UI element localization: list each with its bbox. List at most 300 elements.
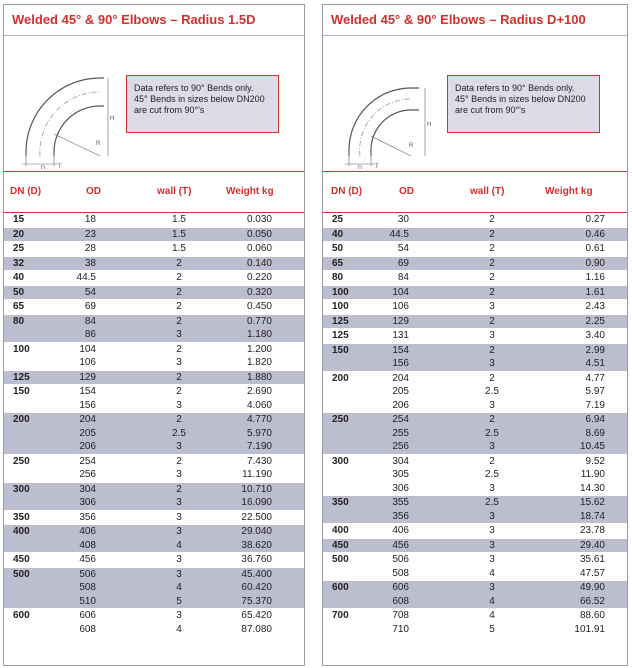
table-row-group — [4, 257, 304, 272]
weight-cell: 11.90 — [580, 469, 605, 480]
table-row-group — [323, 609, 627, 637]
weight-cell: 65.420 — [241, 610, 272, 621]
table-row — [323, 482, 627, 496]
wall-cell: 3 — [176, 610, 182, 621]
dn-cell: 350 — [332, 497, 349, 508]
od-cell: 206 — [79, 441, 96, 452]
table-row-group — [323, 496, 627, 524]
header-od: OD — [86, 186, 101, 197]
data-table — [4, 213, 304, 637]
weight-cell: 87.080 — [241, 623, 272, 635]
od-cell: 510 — [79, 595, 96, 607]
weight-cell: 0.46 — [585, 228, 605, 240]
od-cell: 506 — [392, 554, 409, 565]
weight-cell: 6.94 — [585, 414, 605, 425]
od-cell: 608 — [79, 623, 96, 635]
table-row — [4, 455, 304, 469]
od-cell: 44.5 — [389, 228, 409, 240]
table-row-group — [4, 413, 304, 455]
table-row — [4, 581, 304, 595]
dim-d-label: D — [358, 166, 363, 169]
dn-cell: 500 — [13, 568, 30, 580]
table-row-group — [323, 344, 627, 372]
table-row-group — [4, 286, 304, 301]
weight-cell: 22.500 — [241, 511, 272, 523]
od-cell: 154 — [392, 344, 409, 356]
table-header — [4, 171, 304, 213]
dn-cell: 700 — [332, 610, 349, 621]
wall-cell: 3 — [176, 511, 182, 523]
weight-cell: 10.710 — [241, 483, 272, 495]
table-row — [4, 228, 304, 242]
table-row — [323, 595, 627, 609]
dim-t-label: T — [375, 164, 379, 169]
table-row — [4, 413, 304, 427]
od-cell: 254 — [392, 414, 409, 425]
table-row — [323, 286, 627, 300]
dn-cell: 300 — [332, 455, 349, 467]
wall-cell: 2.5 — [485, 386, 499, 397]
figure-area — [4, 36, 304, 171]
table-row — [323, 213, 627, 227]
weight-cell: 1.880 — [246, 371, 272, 383]
table-row-group — [323, 524, 627, 539]
elbows-1-5d-panel — [3, 4, 305, 666]
weight-cell: 3.40 — [585, 330, 605, 341]
table-row-group — [323, 539, 627, 554]
wall-cell: 3 — [176, 469, 182, 480]
wall-cell: 1.5 — [172, 243, 186, 254]
table-row-group — [323, 315, 627, 330]
wall-cell: 2.5 — [485, 427, 499, 439]
weight-cell: 29.040 — [241, 526, 272, 537]
table-row-group — [4, 228, 304, 243]
od-cell: 129 — [79, 371, 96, 383]
weight-cell: 5.97 — [585, 386, 605, 397]
table-row — [323, 228, 627, 242]
dn-cell: 80 — [13, 315, 25, 327]
wall-cell: 3 — [176, 329, 182, 340]
panel-title: Welded 45° & 90° Elbows – Radius 1.5D — [4, 5, 304, 36]
dim-r-label: R — [96, 141, 101, 147]
weight-cell: 47.57 — [579, 567, 605, 579]
table-row — [4, 440, 304, 454]
dn-cell: 65 — [332, 257, 344, 269]
od-cell: 355 — [392, 497, 409, 508]
table-row — [323, 271, 627, 285]
table-row — [4, 343, 304, 357]
od-cell: 456 — [392, 539, 409, 551]
wall-cell: 2 — [489, 344, 495, 356]
table-row — [4, 271, 304, 285]
elbows-d-plus-100-panel — [322, 4, 628, 666]
wall-cell: 2 — [489, 414, 495, 425]
weight-cell: 2.99 — [585, 344, 605, 356]
figure-area — [323, 36, 627, 171]
table-row-group — [323, 271, 627, 286]
dn-cell: 100 — [332, 301, 349, 312]
header-dn: DN (D) — [331, 186, 363, 197]
od-cell: 256 — [79, 469, 96, 480]
table-row-group — [323, 455, 627, 497]
weight-cell: 0.61 — [585, 243, 605, 254]
table-row-group — [4, 511, 304, 526]
note-box — [447, 75, 600, 133]
od-cell: 69 — [397, 257, 409, 269]
dn-cell: 50 — [13, 286, 25, 298]
dn-cell: 40 — [13, 272, 25, 283]
elbow-diagram — [327, 44, 439, 169]
od-cell: 106 — [79, 357, 96, 368]
table-row-group — [4, 242, 304, 257]
note-line: are cut from 90°'s — [455, 105, 526, 115]
od-cell: 18 — [84, 214, 96, 225]
wall-cell: 2 — [489, 257, 495, 269]
wall-cell: 2 — [489, 272, 495, 283]
weight-cell: 1.61 — [585, 286, 605, 298]
weight-cell: 10.45 — [579, 441, 605, 452]
note-box — [126, 75, 279, 133]
weight-cell: 9.52 — [585, 455, 605, 467]
weight-cell: 2.690 — [246, 386, 272, 397]
weight-cell: 4.770 — [246, 414, 272, 425]
od-cell: 30 — [397, 214, 409, 225]
table-row — [4, 511, 304, 525]
table-row — [4, 315, 304, 329]
weight-cell: 36.760 — [241, 554, 272, 565]
od-cell: 38 — [84, 257, 96, 269]
table-row-group — [323, 213, 627, 228]
panel-title: Welded 45° & 90° Elbows – Radius D+100 — [323, 5, 627, 36]
od-cell: 131 — [392, 330, 409, 341]
wall-cell: 3 — [176, 568, 182, 580]
dn-cell: 200 — [332, 372, 349, 384]
od-cell: 28 — [84, 243, 96, 254]
table-row — [323, 510, 627, 524]
od-cell: 305 — [392, 469, 409, 480]
table-row-group — [4, 568, 304, 610]
table-row — [323, 413, 627, 427]
table-row — [323, 539, 627, 553]
weight-cell: 4.51 — [585, 358, 605, 369]
weight-cell: 0.030 — [246, 214, 272, 225]
wall-cell: 2 — [489, 286, 495, 298]
weight-cell: 11.190 — [242, 469, 272, 480]
weight-cell: 7.190 — [246, 441, 272, 452]
table-row-group — [4, 271, 304, 286]
dn-cell: 25 — [13, 243, 25, 254]
od-cell: 254 — [79, 455, 96, 467]
header-wall: wall (T) — [470, 186, 505, 197]
table-row — [4, 399, 304, 413]
wall-cell: 2 — [489, 315, 495, 327]
od-cell: 608 — [392, 595, 409, 607]
wall-cell: 4 — [176, 582, 182, 593]
wall-cell: 3 — [176, 526, 182, 537]
header-weight: Weight kg — [545, 186, 593, 197]
od-cell: 255 — [392, 427, 409, 439]
weight-cell: 0.27 — [585, 214, 605, 225]
od-cell: 206 — [392, 399, 409, 411]
wall-cell: 3 — [489, 525, 495, 536]
weight-cell: 0.320 — [246, 286, 272, 298]
weight-cell: 15.62 — [579, 497, 605, 508]
od-cell: 508 — [79, 582, 96, 593]
od-cell: 304 — [79, 483, 96, 495]
od-cell: 606 — [79, 610, 96, 621]
dn-cell: 600 — [332, 582, 349, 593]
table-row-group — [323, 553, 627, 581]
wall-cell: 3 — [489, 582, 495, 593]
table-row — [323, 468, 627, 482]
wall-cell: 5 — [489, 623, 495, 635]
table-row-group — [4, 371, 304, 386]
table-row — [4, 525, 304, 539]
wall-cell: 2.5 — [485, 497, 499, 508]
weight-cell: 5.970 — [246, 427, 272, 439]
table-row — [4, 496, 304, 510]
weight-cell: 75.370 — [241, 595, 272, 607]
weight-cell: 1.16 — [585, 272, 605, 283]
wall-cell: 3 — [489, 554, 495, 565]
table-row — [323, 315, 627, 329]
table-row — [323, 329, 627, 343]
od-cell: 84 — [84, 315, 96, 327]
note-line: 45° Bends in sizes below DN200 — [134, 94, 265, 104]
wall-cell: 5 — [176, 595, 182, 607]
table-row — [323, 372, 627, 386]
table-row — [4, 623, 304, 637]
wall-cell: 3 — [176, 399, 182, 411]
wall-cell: 2 — [176, 386, 182, 397]
od-cell: 104 — [392, 286, 409, 298]
weight-cell: 7.19 — [585, 399, 605, 411]
table-row — [4, 242, 304, 256]
dn-cell: 500 — [332, 554, 349, 565]
dim-t-label: T — [58, 164, 62, 169]
table-row-group — [4, 300, 304, 315]
wall-cell: 2 — [176, 455, 182, 467]
wall-cell: 1.5 — [172, 228, 186, 240]
table-row-group — [323, 329, 627, 344]
table-row — [4, 483, 304, 497]
dim-h-label: H — [110, 116, 115, 122]
table-row — [4, 595, 304, 609]
od-cell: 406 — [79, 526, 96, 537]
table-row — [4, 300, 304, 314]
wall-cell: 2 — [176, 301, 182, 312]
wall-cell: 2 — [176, 343, 182, 355]
wall-cell: 3 — [489, 399, 495, 411]
table-row — [323, 257, 627, 271]
wall-cell: 2 — [176, 272, 182, 283]
od-cell: 304 — [392, 455, 409, 467]
dn-cell: 125 — [13, 371, 30, 383]
table-row — [4, 328, 304, 342]
wall-cell: 2 — [489, 372, 495, 384]
od-cell: 508 — [392, 567, 409, 579]
weight-cell: 101.91 — [574, 623, 605, 635]
od-cell: 44.5 — [76, 272, 96, 283]
dn-cell: 20 — [13, 228, 25, 240]
table-row — [323, 609, 627, 623]
od-cell: 204 — [392, 372, 409, 384]
od-cell: 356 — [79, 511, 96, 523]
od-cell: 104 — [79, 343, 96, 355]
table-row — [4, 257, 304, 271]
dim-r-label: R — [409, 143, 414, 149]
table-row-group — [323, 300, 627, 315]
table-row-group — [323, 228, 627, 243]
wall-cell: 3 — [489, 301, 495, 312]
wall-cell: 3 — [489, 539, 495, 551]
table-row — [323, 623, 627, 637]
header-dn: DN (D) — [10, 186, 42, 197]
note-line: are cut from 90°'s — [134, 105, 205, 115]
weight-cell: 2.43 — [585, 301, 605, 312]
dn-cell: 450 — [13, 554, 30, 565]
dn-cell: 100 — [13, 343, 30, 355]
dn-cell: 125 — [332, 315, 349, 327]
note-line: 45° Bends in sizes below DN200 — [455, 94, 586, 104]
weight-cell: 1.820 — [246, 357, 272, 368]
table-row — [323, 385, 627, 399]
wall-cell: 2.5 — [172, 427, 186, 439]
table-row — [4, 609, 304, 623]
wall-cell: 4 — [489, 567, 495, 579]
weight-cell: 4.060 — [246, 399, 272, 411]
weight-cell: 45.400 — [241, 568, 272, 580]
data-table — [323, 213, 627, 637]
table-row — [323, 524, 627, 538]
dn-cell: 300 — [13, 483, 30, 495]
table-row — [4, 213, 304, 227]
header-od: OD — [399, 186, 414, 197]
table-row-group — [4, 483, 304, 511]
od-cell: 106 — [392, 301, 409, 312]
dn-cell: 25 — [332, 214, 344, 225]
dn-cell: 450 — [332, 539, 349, 551]
table-row — [323, 242, 627, 256]
table-row — [323, 496, 627, 510]
wall-cell: 4 — [489, 595, 495, 607]
weight-cell: 0.050 — [246, 228, 272, 240]
table-row — [323, 455, 627, 469]
weight-cell: 7.430 — [246, 455, 272, 467]
table-row — [4, 539, 304, 553]
weight-cell: 0.450 — [246, 301, 272, 312]
dn-cell: 40 — [332, 228, 344, 240]
table-row-group — [4, 553, 304, 568]
dn-cell: 250 — [13, 455, 30, 467]
table-row-group — [323, 413, 627, 455]
table-row — [323, 440, 627, 454]
table-row — [323, 553, 627, 567]
weight-cell: 2.25 — [585, 315, 605, 327]
table-row — [4, 468, 304, 482]
od-cell: 54 — [397, 243, 409, 254]
dn-cell: 50 — [332, 243, 344, 254]
weight-cell: 35.61 — [579, 554, 605, 565]
table-row — [4, 356, 304, 370]
note-line: Data refers to 90° Bends only. — [455, 83, 575, 93]
od-cell: 406 — [392, 525, 409, 536]
wall-cell: 4 — [176, 539, 182, 551]
weight-cell: 0.220 — [246, 272, 272, 283]
od-cell: 23 — [84, 228, 96, 240]
table-row — [4, 385, 304, 399]
note-line: Data refers to 90° Bends only. — [134, 83, 254, 93]
wall-cell: 4 — [176, 623, 182, 635]
weight-cell: 16.090 — [241, 497, 272, 508]
table-row — [4, 427, 304, 441]
weight-cell: 0.90 — [585, 257, 605, 269]
wall-cell: 3 — [489, 358, 495, 369]
od-cell: 306 — [392, 482, 409, 494]
wall-cell: 2 — [176, 257, 182, 269]
weight-cell: 14.30 — [579, 482, 605, 494]
wall-cell: 4 — [489, 610, 495, 621]
table-row-group — [4, 609, 304, 637]
dn-cell: 400 — [332, 525, 349, 536]
weight-cell: 0.770 — [246, 315, 272, 327]
table-row-group — [323, 286, 627, 301]
table-row — [323, 357, 627, 371]
od-cell: 154 — [79, 386, 96, 397]
weight-cell: 0.060 — [246, 243, 272, 254]
wall-cell: 2 — [489, 214, 495, 225]
weight-cell: 8.69 — [585, 427, 605, 439]
weight-cell: 60.420 — [241, 582, 272, 593]
weight-cell: 1.200 — [246, 343, 272, 355]
weight-cell: 38.620 — [241, 539, 272, 551]
wall-cell: 2 — [176, 315, 182, 327]
dn-cell: 150 — [13, 386, 30, 397]
table-row-group — [323, 372, 627, 414]
od-cell: 84 — [397, 272, 409, 283]
table-row — [323, 427, 627, 441]
od-cell: 606 — [392, 582, 409, 593]
weight-cell: 1.180 — [246, 329, 272, 340]
table-row-group — [4, 455, 304, 483]
od-cell: 204 — [79, 414, 96, 425]
table-row-group — [323, 242, 627, 257]
wall-cell: 2 — [489, 243, 495, 254]
table-row-group — [323, 257, 627, 272]
weight-cell: 18.74 — [579, 510, 605, 522]
weight-cell: 4.77 — [585, 372, 605, 384]
wall-cell: 2 — [176, 414, 182, 425]
table-row — [4, 568, 304, 582]
wall-cell: 1.5 — [172, 214, 186, 225]
table-row — [4, 371, 304, 385]
table-row — [323, 567, 627, 581]
wall-cell: 3 — [489, 330, 495, 341]
wall-cell: 2 — [176, 286, 182, 298]
od-cell: 356 — [392, 510, 409, 522]
dn-cell: 32 — [13, 257, 25, 269]
dn-cell: 150 — [332, 344, 349, 356]
table-header — [323, 171, 627, 213]
wall-cell: 3 — [489, 441, 495, 452]
weight-cell: 66.52 — [579, 595, 605, 607]
dn-cell: 80 — [332, 272, 344, 283]
dn-cell: 65 — [13, 301, 25, 312]
header-weight: Weight kg — [226, 186, 274, 197]
weight-cell: 29.40 — [579, 539, 605, 551]
od-cell: 506 — [79, 568, 96, 580]
wall-cell: 3 — [489, 510, 495, 522]
